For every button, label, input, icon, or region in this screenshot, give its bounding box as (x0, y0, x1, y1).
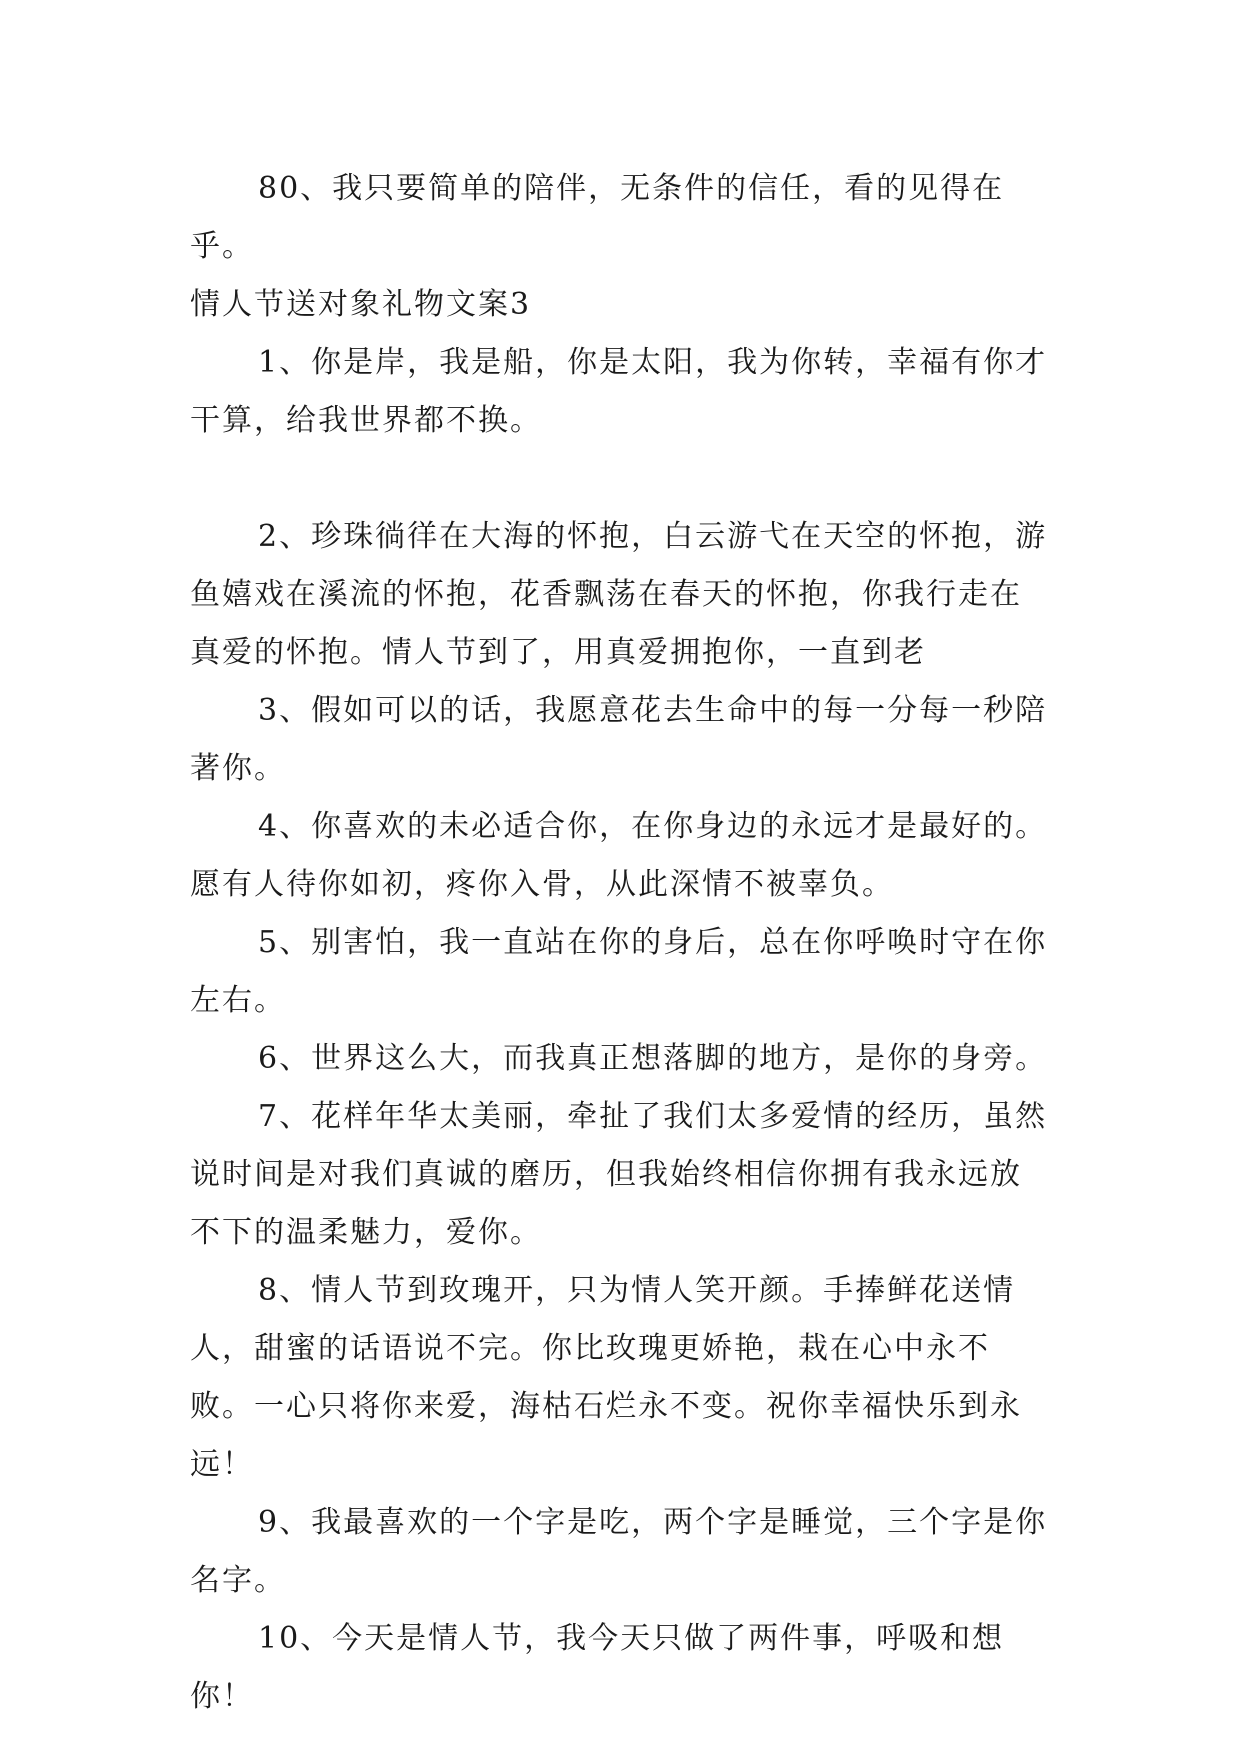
paragraph-9: 9、我最喜欢的一个字是吃，两个字是睡觉，三个字是你名字。 (190, 1505, 1048, 1598)
paragraph-4: 4、你喜欢的未必适合你，在你身边的永远才是最好的。愿有人待你如初，疼你入骨，从此深情不被辜负。 (190, 809, 1048, 902)
paragraph-5: 5、别害怕，我一直站在你的身后，总在你呼唤时守在你左右。 (190, 925, 1048, 1018)
paragraph-7: 7、花样年华太美丽，牵扯了我们太多爱情的经历，虽然说时间是对我们真诚的磨历，但我始终相信你拥有我永远放不下的温柔魅力，爱你。 (190, 1099, 1048, 1250)
blank-line (190, 450, 1050, 508)
document-body (190, 160, 1050, 1726)
paragraph-6: 6、世界这么大，而我真正想落脚的地方，是你的身旁。 (258, 1041, 1048, 1076)
paragraph-3: 3、假如可以的话，我愿意花去生命中的每一分每一秒陪著你。 (190, 693, 1048, 786)
paragraph-8: 8、情人节到玫瑰开，只为情人笑开颜。手捧鲜花送情人，甜蜜的话语说不完。你比玫瑰更娇艳，栽在心中永不败。一心只将你来爱，海枯石烂永不变。祝你幸福快乐到永远！ (190, 1273, 1022, 1482)
paragraph-80: 80、我只要简单的陪伴，无条件的信任，看的见得在乎。 (190, 171, 1005, 264)
paragraph-2: 2、珍珠徜徉在大海的怀抱，白云游弋在天空的怀抱，游鱼嬉戏在溪流的怀抱，花香飘荡在春天的怀抱，你我行走在真爱的怀抱。情人节到了，用真爱拥抱你，一直到老 (190, 519, 1048, 670)
paragraph-10: 10、今天是情人节，我今天只做了两件事，呼吸和想你！ (190, 1621, 1005, 1714)
section-heading: 情人节送对象礼物文案3 (190, 287, 532, 322)
paragraph-1: 1、你是岸，我是船，你是太阳，我为你转，幸福有你才干算，给我世界都不换。 (190, 345, 1048, 438)
